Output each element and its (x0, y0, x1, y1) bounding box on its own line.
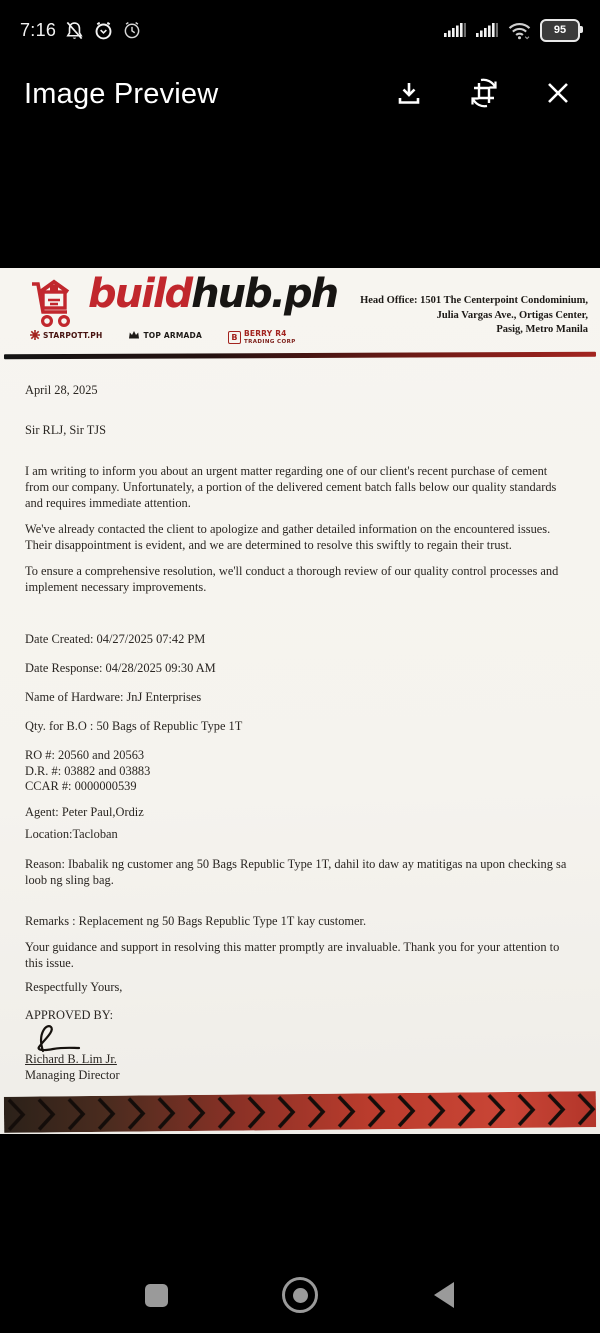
hardware-name: Name of Hardware: JnJ Enterprises (25, 690, 202, 704)
brand-build-text: build (88, 271, 192, 317)
qty-line: Qty. for B.O : 50 Bags of Republic Type 1T (25, 719, 243, 733)
letter-salutation: Sir RLJ, Sir TJS (25, 423, 107, 437)
partner-starpott: STARPOTT.PH (30, 330, 102, 340)
battery-percent: 95 (553, 23, 567, 36)
close-button[interactable] (544, 79, 572, 110)
letter-paragraph-1: I am writing to inform you about an urgent matter regarding one of our client's recent purchase of cement from our company. Unfortunately, a portion of the delivered cement batch falls below our quality standards and requires immediate attention. (25, 464, 557, 510)
android-nav-bar (0, 1257, 600, 1333)
letterhead (0, 268, 600, 358)
chevron-bar (4, 1091, 596, 1133)
brand-wordmark (88, 271, 338, 317)
approved-by-label: APPROVED BY: (25, 1007, 114, 1022)
date-response: Date Response: 04/28/2025 09:30 AM (25, 661, 216, 675)
partner-top-armada: TOP ARMADA (128, 330, 201, 340)
signatory-title: Managing Director (25, 1067, 120, 1082)
wifi-icon (507, 21, 532, 40)
crown-icon (128, 330, 140, 340)
ro-number: RO #: 20560 and 20563 (25, 748, 145, 762)
location-line: Location:Tacloban (25, 826, 118, 841)
status-bar (0, 0, 600, 60)
partner-logos (30, 330, 296, 345)
app-header (0, 60, 600, 128)
ccar-number: CCAR #: 0000000539 (25, 779, 137, 793)
cell-signal-icon (443, 21, 467, 39)
remarks-line: Remarks : Replacement ng 50 Bags Republic Type 1T kay customer. (25, 913, 367, 928)
mute-bell-icon (64, 20, 85, 41)
alarm-clock-icon (93, 20, 114, 41)
letter-body (0, 382, 600, 1083)
recents-icon (145, 1284, 168, 1307)
dr-number: D.R. #: 03882 and 03883 (25, 763, 151, 778)
agent-line: Agent: Peter Paul,Ordiz (25, 804, 144, 819)
download-button[interactable] (394, 78, 424, 111)
clock-time: 7:16 (20, 19, 57, 40)
home-button[interactable] (282, 1277, 318, 1313)
reason-line: Reason: Ibabalik ng customer ang 50 Bags Republic Type 1T, dahil ito daw ay matitigas na upon checking sa loob ng sling bag. (25, 856, 567, 887)
crop-rotate-button[interactable] (468, 77, 500, 112)
date-created: Date Created: 04/27/2025 07:42 PM (25, 632, 206, 646)
cell-signal-2-icon (475, 21, 499, 39)
recents-button[interactable] (138, 1277, 174, 1313)
head-office-address: Head Office: 1501 The Centerpoint Condominium, Julia Vargas Ave., Ortigas Center, Pasig, Metro Manila (360, 295, 588, 336)
brand-hub-text: hub.ph (191, 271, 338, 317)
page-title: Image Preview (24, 77, 219, 110)
reference-numbers (25, 748, 570, 795)
document-image[interactable] (0, 268, 600, 1134)
home-icon (282, 1277, 318, 1313)
close-icon (544, 79, 572, 110)
back-button[interactable] (426, 1277, 462, 1313)
back-icon (434, 1282, 454, 1308)
alarm-clock-outline-icon (122, 20, 142, 40)
closing-paragraph: Your guidance and support in resolving this matter promptly are invaluable. Thank you for your attention to this issue. (25, 939, 560, 970)
letter-date: April 28, 2025 (25, 383, 98, 397)
crop-rotate-icon (468, 77, 500, 112)
download-icon (394, 78, 424, 111)
gear-icon (30, 330, 40, 340)
signatory-name: Richard B. Lim Jr. (25, 1051, 117, 1066)
buildhub-cart-logo-icon (26, 276, 84, 335)
berry-b-icon: B (228, 331, 241, 344)
letter-paragraph-3: To ensure a comprehensive resolution, we'll conduct a thorough review of our quality control processes and implement necessary improvements. (25, 564, 559, 594)
partner-berry-r4: B BERRY R4 TRADING CORP (228, 330, 296, 345)
letter-paragraph-2: We've already contacted the client to apologize and gather detailed information on the encountered issues. Their disappointment is evident, and we are determined to resolve this swiftly to regain their trust. (25, 522, 551, 552)
closing-salutation: Respectfully Yours, (25, 979, 123, 994)
letterhead-divider (4, 352, 596, 360)
battery-icon (540, 19, 580, 42)
